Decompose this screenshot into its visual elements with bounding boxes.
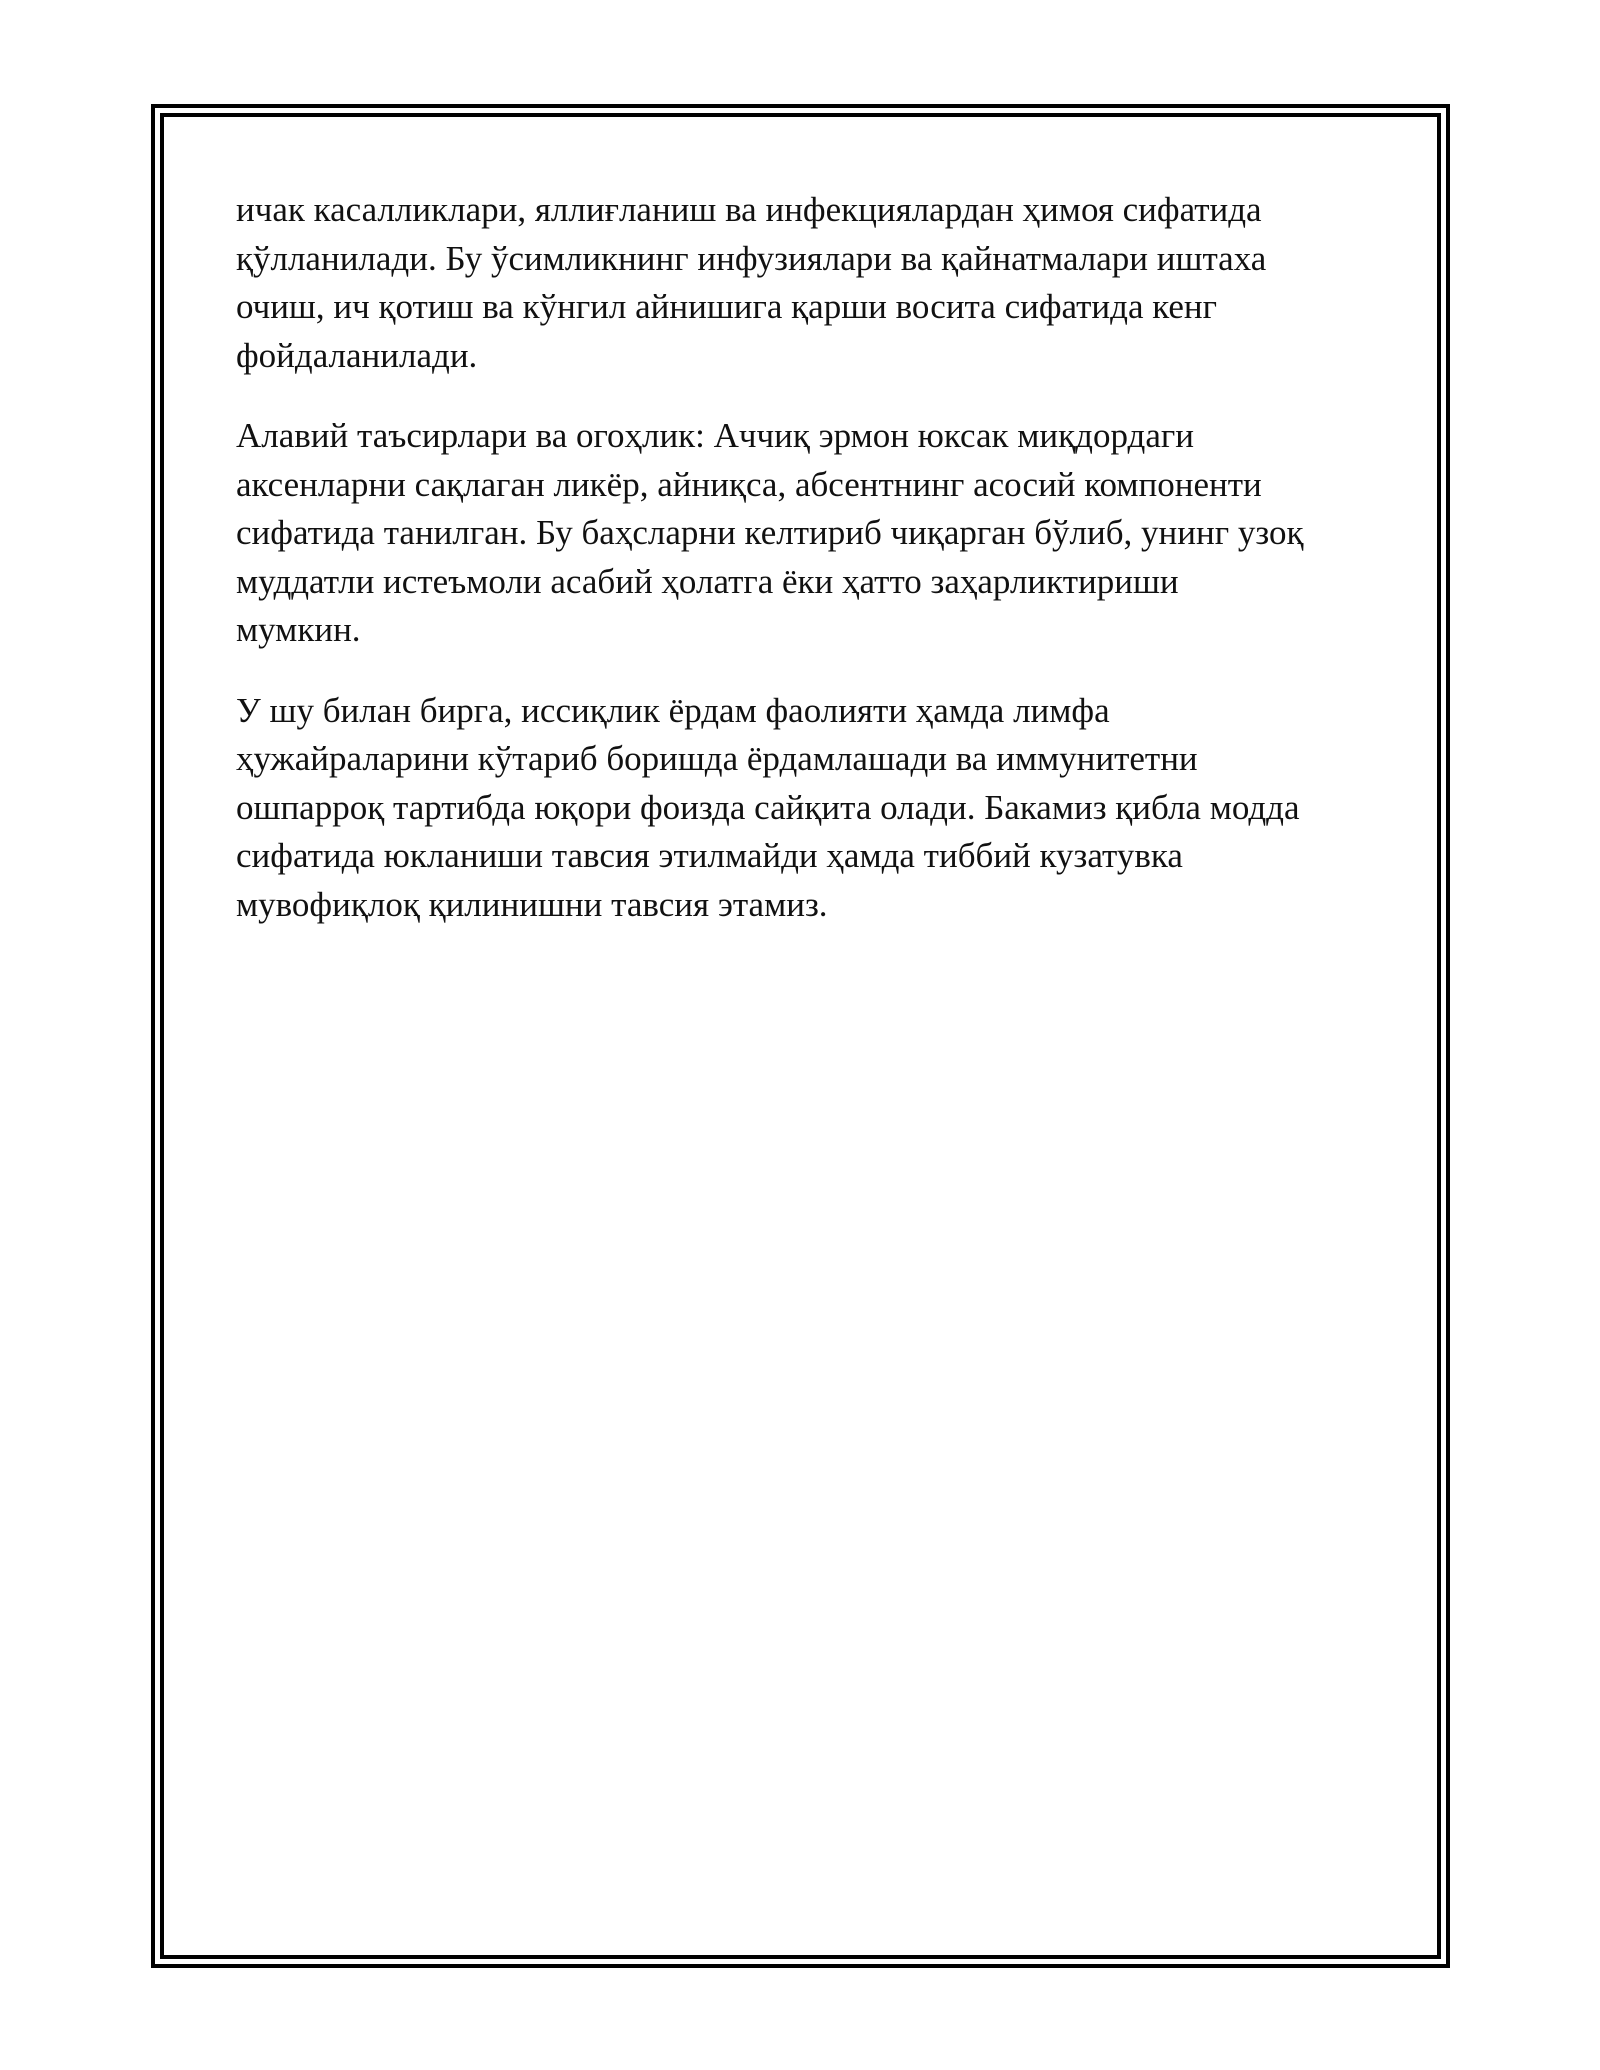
paragraph-2 xyxy=(236,412,1396,655)
text-line: сифатида танилган. Бу баҳсларни келтириб чиқарган бўлиб, унинг узоқ xyxy=(236,513,1304,552)
text-line: мумкин. xyxy=(236,610,361,649)
text-line: аксенларни сақлаган ликёр, айниқса, абсентнинг асосий компоненти xyxy=(236,464,1262,504)
paragraph-3 xyxy=(236,687,1396,930)
text-line: ҳужайраларини кўтариб боришда ёрдамлашади ва иммунитетни xyxy=(236,739,1198,778)
document-body xyxy=(236,186,1396,961)
text-line: мувофиқлоқ қилинишни тавсия этамиз. xyxy=(236,884,828,924)
text-line: очиш, ич қотиш ва кўнгил айнишига қарши восита сифатида кенг xyxy=(236,287,1218,326)
text-line: фойдаланилади. xyxy=(236,335,478,375)
text-line: Алавий таъсирлари ва огоҳлик: Аччиқ эрмон юксак миқдордаги xyxy=(236,416,1194,455)
text-line: ошпарроқ тартибда юқори фоизда сайқита олади. Бакамиз қибла модда xyxy=(236,787,1300,827)
paragraph-1 xyxy=(236,186,1396,380)
text-line: қўлланилади. Бу ўсимликнинг инфузиялари ва қайнатмалари иштаха xyxy=(236,238,1267,278)
text-line: сифатида юкланиши тавсия этилмайди ҳамда тиббий кузатувка xyxy=(236,836,1183,875)
text-line: У шу билан бирга, иссиқлик ёрдам фаолияти ҳамда лимфа xyxy=(236,690,1110,730)
text-line: муддатли истеъмоли асабий ҳолатга ёки ҳатто заҳарликтириши xyxy=(236,561,1179,601)
text-line: ичак касалликлари, яллиғланиш ва инфекциялардан ҳимоя сифатида xyxy=(236,190,1262,229)
